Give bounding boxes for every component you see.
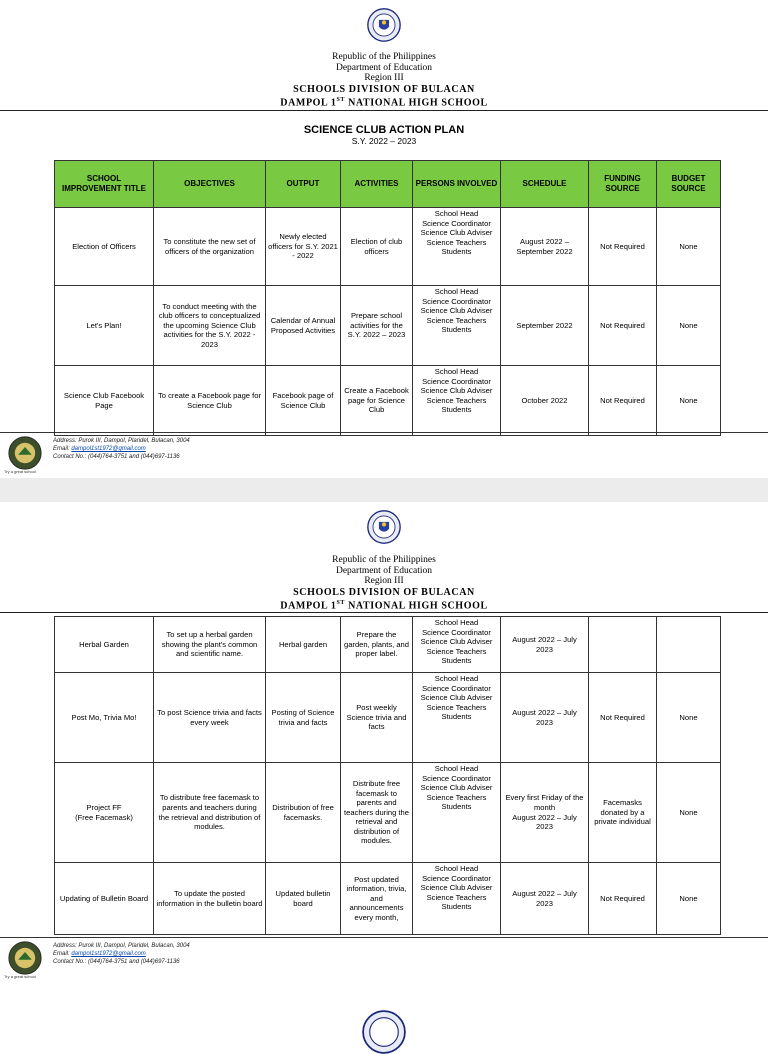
output-cell: Facebook page of Science Club (266, 366, 341, 436)
school-logo-icon (8, 436, 42, 470)
school-name: DAMPOL 1ST NATIONAL HIGH SCHOOL (280, 599, 488, 611)
activities-cell: Prepare school activities for the S.Y. 2022 – 2023 (341, 286, 413, 366)
persons-cell: School Head Science Coordinator Science Club Adviser Science Teachers Students (413, 617, 501, 673)
funding-cell: Not Required (589, 208, 657, 286)
action-plan-table-page2 (54, 616, 721, 935)
schedule-cell: August 2022 – July 2023 (501, 673, 589, 763)
plan-title: SCIENCE CLUB ACTION PLAN (303, 124, 465, 136)
department-line: Department of Education (335, 62, 433, 73)
objectives-cell: To update the posted information in the bulletin board (154, 863, 266, 935)
table-row (55, 286, 721, 366)
title-cell: Post Mo, Trivia Mo! (55, 673, 154, 763)
objectives-cell: To post Science trivia and facts every week (154, 673, 266, 763)
document-page-2 (0, 500, 768, 980)
footer-address: Address: Purok III, Dampol, Plaridel, Bulacan, 3004 (53, 943, 190, 949)
schedule-cell: August 2022 – July 2023 (501, 863, 589, 935)
table-row (55, 366, 721, 436)
funding-cell: Not Required (589, 366, 657, 436)
school-year: S.Y. 2022 – 2023 (351, 136, 417, 146)
schedule-cell: Every first Friday of the month August 2022 – July 2023 (501, 763, 589, 863)
funding-cell: Facemasks donated by a private individual (589, 763, 657, 863)
budget-cell: None (657, 286, 721, 366)
header-budget-cell: BUDGET SOURCE (657, 161, 721, 208)
page-gap (0, 478, 768, 502)
footer (0, 434, 768, 474)
letterhead (0, 555, 768, 611)
activities-cell: Distribute free facemask to parents and teachers during the retrieval and distribution of modules. (341, 763, 413, 863)
objectives-cell: To set up a herbal garden showing the plant's common and scientific name. (154, 617, 266, 673)
activities-cell: Election of club officers (341, 208, 413, 286)
footer-rule (0, 937, 768, 938)
header-objectives-cell: OBJECTIVES (154, 161, 266, 208)
table-row (55, 863, 721, 935)
header-schedule-cell: SCHEDULE (501, 161, 589, 208)
school-logo-icon (8, 941, 42, 975)
footer (0, 939, 768, 979)
table-row (55, 673, 721, 763)
persons-cell: School Head Science Coordinator Science Club Adviser Science Teachers Students (413, 366, 501, 436)
footer-contact: Contact No.: (044)764-3751 and (044)697-1136 (53, 959, 180, 965)
objectives-cell: To distribute free facemask to parents and teachers during the retrieval and distribution of modules. (154, 763, 266, 863)
funding-cell: Not Required (589, 863, 657, 935)
header-persons-cell: PERSONS INVOLVED (413, 161, 501, 208)
objectives-cell: To create a Facebook page for Science Club (154, 366, 266, 436)
header-rule (0, 110, 768, 111)
email-link[interactable]: dampol1st1972@gmail.com (71, 446, 146, 452)
header-output-cell: OUTPUT (266, 161, 341, 208)
persons-cell: School Head Science Coordinator Science Club Adviser Science Teachers Students (413, 286, 501, 366)
funding-cell: Not Required (589, 286, 657, 366)
funding-cell (589, 617, 657, 673)
budget-cell: None (657, 863, 721, 935)
output-cell: Distribution of free facemasks. (266, 763, 341, 863)
header-title-cell: SCHOOL IMPROVEMENT TITLE (55, 161, 154, 208)
budget-cell: None (657, 366, 721, 436)
activities-cell: Prepare the garden, plants, and proper label. (341, 617, 413, 673)
activities-cell: Post updated information, trivia, and announcements every month, (341, 863, 413, 935)
table-row (55, 208, 721, 286)
objectives-cell: To constitute the new set of officers of the organization (154, 208, 266, 286)
footer-email-line: Email: dampol1st1972@gmail.com (53, 951, 146, 957)
output-cell: Calendar of Annual Proposed Activities (266, 286, 341, 366)
persons-cell: School Head Science Coordinator Science Club Adviser Science Teachers Students (413, 208, 501, 286)
deped-seal-icon (362, 1010, 406, 1054)
deped-seal-icon (367, 8, 401, 42)
output-cell: Posting of Science trivia and facts (266, 673, 341, 763)
footer-contact: Contact No.: (044)764-3751 and (044)697-1136 (53, 454, 180, 460)
output-cell: Newly elected officers for S.Y. 2021 - 2022 (266, 208, 341, 286)
budget-cell: None (657, 208, 721, 286)
table-row (55, 617, 721, 673)
persons-cell: School Head Science Coordinator Science Club Adviser Science Teachers Students (413, 863, 501, 935)
action-plan-table-page1 (54, 160, 721, 436)
plan-title-block (0, 124, 768, 146)
budget-cell (657, 617, 721, 673)
department-line: Department of Education (335, 565, 433, 576)
title-cell: Herbal Garden (55, 617, 154, 673)
footer-address: Address: Purok III, Dampol, Plaridel, Bulacan, 3004 (53, 438, 190, 444)
schedule-cell: August 2022 – July 2023 (501, 617, 589, 673)
school-name: DAMPOL 1ST NATIONAL HIGH SCHOOL (280, 96, 488, 108)
footer-contact-info (53, 942, 190, 966)
schedule-cell: September 2022 (501, 286, 589, 366)
budget-cell: None (657, 673, 721, 763)
division-line: SCHOOLS DIVISION OF BULACAN (293, 586, 475, 598)
document-page-1 (0, 0, 768, 480)
logo-caption: Try a great school (4, 469, 36, 474)
table-header-row (55, 161, 721, 208)
budget-cell: None (657, 763, 721, 863)
logo-caption: Try a great school (4, 974, 36, 979)
republic-line: Republic of the Philippines (332, 555, 436, 565)
region-line: Region III (364, 576, 404, 586)
email-link[interactable]: dampol1st1972@gmail.com (71, 951, 146, 957)
title-cell: Updating of Bulletin Board (55, 863, 154, 935)
output-cell: Updated bulletin board (266, 863, 341, 935)
header-rule (0, 612, 768, 613)
output-cell: Herbal garden (266, 617, 341, 673)
objectives-cell: To conduct meeting with the club officers to conceptualized the upcoming Science Club activities for the S.Y. 2022 - 2023 (154, 286, 266, 366)
title-cell: Let's Plan! (55, 286, 154, 366)
division-line: SCHOOLS DIVISION OF BULACAN (293, 83, 475, 95)
footer-rule (0, 432, 768, 433)
persons-cell: School Head Science Coordinator Science Club Adviser Science Teachers Students (413, 763, 501, 863)
funding-cell: Not Required (589, 673, 657, 763)
footer-email-line: Email: dampol1st1972@gmail.com (53, 446, 146, 452)
header-funding-cell: FUNDING SOURCE (589, 161, 657, 208)
title-cell: Project FF (Free Facemask) (55, 763, 154, 863)
deped-seal-icon (367, 510, 401, 544)
letterhead (0, 52, 768, 108)
activities-cell: Create a Facebook page for Science Club (341, 366, 413, 436)
title-cell: Science Club Facebook Page (55, 366, 154, 436)
header-activities-cell: ACTIVITIES (341, 161, 413, 208)
republic-line: Republic of the Philippines (332, 52, 436, 62)
footer-contact-info (53, 437, 190, 461)
table-row (55, 763, 721, 863)
schedule-cell: August 2022 – September 2022 (501, 208, 589, 286)
schedule-cell: October 2022 (501, 366, 589, 436)
title-cell: Election of Officers (55, 208, 154, 286)
persons-cell: School Head Science Coordinator Science Club Adviser Science Teachers Students (413, 673, 501, 763)
region-line: Region III (364, 73, 404, 83)
activities-cell: Post weekly Science trivia and facts (341, 673, 413, 763)
